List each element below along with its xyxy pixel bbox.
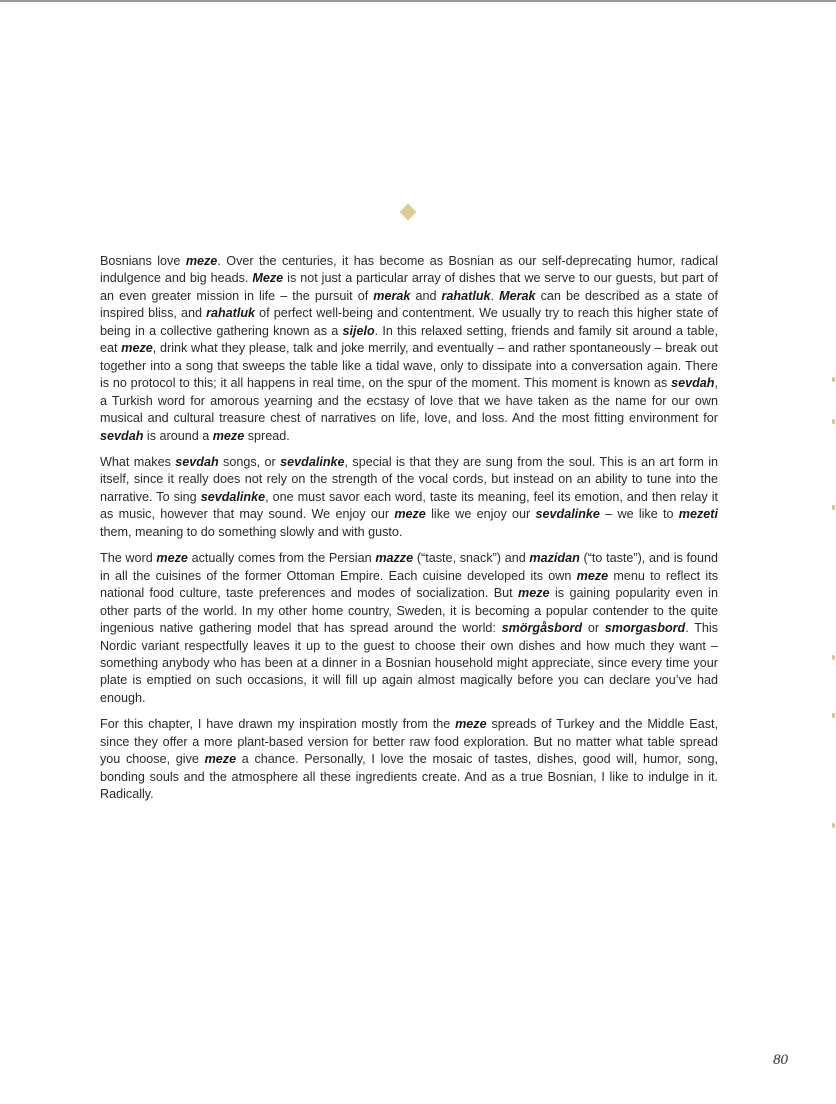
page-number: 80 <box>773 1052 788 1068</box>
emphasized-term: mezeti <box>678 507 718 522</box>
emphasized-term: smörgåsbord <box>501 621 583 636</box>
emphasized-term: Merak <box>499 288 536 303</box>
emphasized-term: meze <box>204 752 237 767</box>
edge-mark <box>832 713 835 718</box>
emphasized-term: sevdalinke <box>535 507 600 522</box>
emphasized-term: meze <box>394 507 426 522</box>
emphasized-term: merak <box>373 288 411 303</box>
paragraph-3: The word meze actually comes from the Persian mazze (“taste, snack”) and mazidan (“to taste”), and is found in all the cuisines of the former Ottoman Empire. Each cuisine developed its own meze menu to reflect its national food culture, taste preferences and modes of socialization. But meze is gaining popularity even in other parts of the world. In my other home country, Sweden, it is becoming a popular contender to the quite ingenious native gathering model that has spread around the world: smörgåsbord or smorgasbord. This Nordic variant respectfully leaves it up to the guest to choose their own dishes and how much they want – something anybody who has been at a dinner in a Bosnian household might appreciate, since every time your plate is emptied on such occasions, it will fill up again almost magically before you can declare you’ve had enough. <box>100 551 719 705</box>
emphasized-term: sijelo <box>342 323 375 338</box>
emphasized-term: sevdah <box>671 376 715 391</box>
emphasized-term: meze <box>518 586 550 601</box>
emphasized-term: rahatluk <box>441 288 491 303</box>
paragraph-1: Bosnians love meze. Over the centuries, it has become as Bosnian as our self-deprecating humor, radical indulgence and big heads. Meze is not just a particular array of dishes that we serve to our guests, but part of an even greater mission in life – the pursuit of merak and rahatluk. Merak can be described as a state of inspired bliss, and rahatluk of perfect well-being and contentment. We usually try to reach this higher state of being in a collective gathering known as a sijelo. In this relaxed setting, friends and family sit around a table, eat meze, drink what they please, talk and joke merrily, and eventually – and rather spontaneously – break out together into a song that sweeps the table like a tidal wave, only to dissipate into a conversation again. There is no protocol to this; it all happens in real time, on the spur of the moment. This moment is known as sevdah, a Turkish word for amorous yearning and the ecstasy of love that we have taken as the name for our own musical and cultural treasure chest of narratives on life, love, and loss. And the most fitting environment for sevdah is around a meze spread. <box>100 254 718 443</box>
emphasized-term: meze <box>185 254 218 268</box>
emphasized-term: mazze <box>375 551 414 566</box>
diamond-ornament-icon <box>400 204 417 221</box>
emphasized-term: smorgasbord <box>604 621 686 636</box>
emphasized-term: sevdah <box>100 428 144 443</box>
edge-mark <box>832 505 835 510</box>
emphasized-term: meze <box>121 341 153 356</box>
emphasized-term: sevdalinke <box>280 454 345 469</box>
emphasized-term: sevdalinke <box>200 489 266 504</box>
emphasized-term: mazidan <box>529 551 580 566</box>
edge-mark <box>832 419 835 424</box>
edge-mark <box>832 823 835 828</box>
emphasized-term: meze <box>212 428 245 443</box>
paragraph-2: What makes sevdah songs, or sevdalinke, special is that they are sung from the soul. This is an art form in itself, since it really does not rely on the strength of the vocal cords, but instead on an ability to tune into the narrative. To sing sevdalinke, one must savor each word, taste its meaning, feel its emotion, and then relay it as music, however that may sound. We enjoy our meze like we enjoy our sevdalinke – we like to mezeti them, meaning to do something slowly and with gusto. <box>100 454 719 539</box>
edge-mark <box>832 377 835 382</box>
paragraph-4: For this chapter, I have drawn my inspiration mostly from the meze spreads of Turkey and the Middle East, since they offer a more plant-based version for better raw food exploration. But no matter what table spread you choose, give meze a chance. Personally, I love the mosaic of tastes, dishes, good will, humor, song, bonding souls and the atmosphere all these ingredients create. And as a true Bosnian, I like to indulge in it. Radically. <box>100 717 718 802</box>
chapter-intro-text <box>100 253 718 813</box>
emphasized-term: meze <box>455 717 487 732</box>
emphasized-term: sevdah <box>175 454 219 469</box>
top-rule <box>0 0 836 2</box>
edge-mark <box>832 655 835 660</box>
emphasized-term: meze <box>156 551 188 566</box>
emphasized-term: meze <box>576 568 609 583</box>
emphasized-term: rahatluk <box>206 306 256 321</box>
emphasized-term: Meze <box>252 271 284 286</box>
